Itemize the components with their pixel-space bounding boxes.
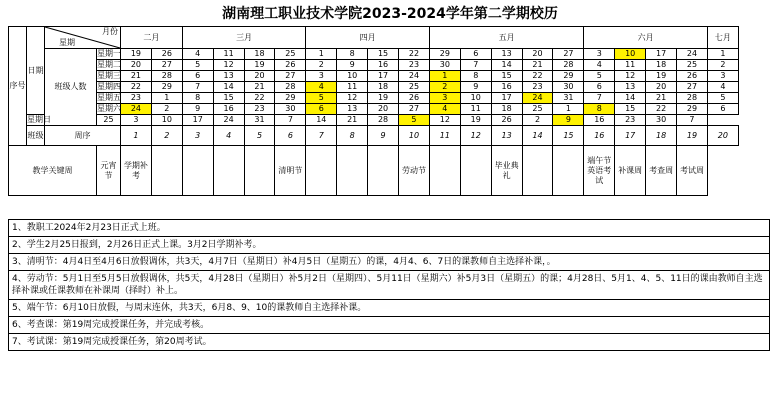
- date-cell: 19: [368, 93, 399, 104]
- date-cell: 3: [121, 115, 152, 126]
- date-cell: 23: [244, 104, 275, 115]
- week-number: 20: [707, 126, 738, 146]
- date-cell: 4: [584, 60, 615, 71]
- week-number: 15: [553, 126, 584, 146]
- date-cell: 9: [460, 82, 491, 93]
- date-cell: 23: [615, 115, 646, 126]
- week-number: 13: [491, 126, 522, 146]
- date-cell: 28: [151, 71, 182, 82]
- date-cell: 25: [399, 82, 430, 93]
- date-cell: 10: [460, 93, 491, 104]
- key-week-cell: 清明节: [275, 146, 306, 196]
- date-cell: 2: [707, 60, 738, 71]
- date-cell: 3: [584, 49, 615, 60]
- date-cell: 27: [553, 49, 584, 60]
- date-cell: 4: [429, 104, 460, 115]
- date-cell: 6: [306, 104, 337, 115]
- week-number: 1: [121, 126, 152, 146]
- month-header: 六月: [584, 27, 708, 49]
- class-count-label: 班级人数: [45, 49, 97, 126]
- key-week-cell: [244, 146, 275, 196]
- date-cell: 10: [151, 115, 182, 126]
- date-cell: 26: [275, 60, 306, 71]
- calendar-table: [8, 26, 770, 196]
- date-cell: 15: [213, 93, 244, 104]
- note-line: 1、教职工2024年2月23日正式上班。: [9, 220, 770, 237]
- note-line: 6、考查课：第19周完成授课任务，并完成考核。: [9, 317, 770, 334]
- note-line: 2、学生2月25日报到，2月26日正式上课。3月2日学期补考。: [9, 237, 770, 254]
- date-cell: 1: [553, 104, 584, 115]
- date-cell: 20: [121, 60, 152, 71]
- date-cell: 13: [213, 71, 244, 82]
- note-line: 5、端午节：6月10日放假，与周末连休，共3天，6月8、9、10的课教师自主选择补课。: [9, 300, 770, 317]
- date-cell: 27: [151, 60, 182, 71]
- date-cell: 20: [522, 49, 553, 60]
- date-cell: 15: [368, 49, 399, 60]
- date-cell: 4: [707, 82, 738, 93]
- date-cell: 12: [429, 115, 460, 126]
- date-cell: 1: [707, 49, 738, 60]
- date-cell: 10: [337, 71, 368, 82]
- date-cell: 29: [429, 49, 460, 60]
- date-cell: 7: [460, 60, 491, 71]
- date-cell: 2: [151, 104, 182, 115]
- date-cell: 6: [460, 49, 491, 60]
- key-week-cell: [151, 146, 182, 196]
- date-cell: 28: [368, 115, 399, 126]
- date-cell: 14: [306, 115, 337, 126]
- date-cell: 21: [244, 82, 275, 93]
- key-week-cell: 学期补考: [121, 146, 152, 196]
- key-week-cell: [522, 146, 553, 196]
- date-cell: 16: [213, 104, 244, 115]
- date-cell: 8: [584, 104, 615, 115]
- date-cell: 28: [275, 82, 306, 93]
- date-cell: 30: [553, 82, 584, 93]
- date-cell: 5: [306, 93, 337, 104]
- key-week-cell: [337, 146, 368, 196]
- date-cell: 26: [399, 93, 430, 104]
- date-cell: 2: [522, 115, 553, 126]
- date-cell: 11: [615, 60, 646, 71]
- week-number: 14: [522, 126, 553, 146]
- date-cell: 3: [707, 71, 738, 82]
- date-cell: 26: [677, 71, 708, 82]
- date-cell: 19: [121, 49, 152, 60]
- date-cell: 22: [121, 82, 152, 93]
- note-line: 4、劳动节：5月1日至5月5日放假调休，共5天，4月28日（星期日）补5月2日（星期四）、5月11日（星期六）补5月3日（星期五）的课；4月28日、5月1、4、5、11日的课由教师自主选择补课或任课教师在补课周（择时）补上。: [9, 271, 770, 300]
- week-number: 4: [213, 126, 244, 146]
- date-cell: 25: [677, 60, 708, 71]
- date-cell: 5: [399, 115, 430, 126]
- date-cell: 18: [368, 82, 399, 93]
- week-number: 19: [677, 126, 708, 146]
- date-cell: 9: [182, 104, 213, 115]
- date-cell: 6: [707, 104, 738, 115]
- date-cell: 18: [491, 104, 522, 115]
- key-week-cell: 考查周: [646, 146, 677, 196]
- date-cell: 11: [460, 104, 491, 115]
- date-label: 日期: [27, 27, 45, 115]
- date-cell: 16: [368, 60, 399, 71]
- date-cell: 21: [646, 93, 677, 104]
- date-cell: 17: [182, 115, 213, 126]
- date-cell: 27: [677, 82, 708, 93]
- date-cell: 1: [429, 71, 460, 82]
- date-cell: 28: [553, 60, 584, 71]
- date-cell: 12: [615, 71, 646, 82]
- weekday-label: 星期: [59, 38, 75, 47]
- key-week-cell: [368, 146, 399, 196]
- date-cell: 24: [677, 49, 708, 60]
- week-number: 5: [244, 126, 275, 146]
- date-cell: 5: [707, 93, 738, 104]
- date-cell: 13: [337, 104, 368, 115]
- weekday-label-3: 星期三: [97, 71, 121, 80]
- date-cell: 16: [491, 82, 522, 93]
- date-cell: 13: [615, 82, 646, 93]
- date-cell: 22: [522, 71, 553, 82]
- date-cell: 22: [646, 104, 677, 115]
- date-cell: 31: [244, 115, 275, 126]
- date-cell: 29: [553, 71, 584, 82]
- month-header: 七月: [707, 27, 738, 49]
- week-order-label: 周序: [45, 126, 121, 146]
- date-cell: 22: [244, 93, 275, 104]
- date-cell: 20: [646, 82, 677, 93]
- date-cell: 26: [151, 49, 182, 60]
- date-cell: 17: [368, 71, 399, 82]
- date-cell: 19: [460, 115, 491, 126]
- date-cell: 27: [275, 71, 306, 82]
- date-cell: 28: [677, 93, 708, 104]
- date-cell: 20: [244, 71, 275, 82]
- date-cell: 18: [244, 49, 275, 60]
- key-week-cell: 考试周: [677, 146, 708, 196]
- date-cell: 23: [121, 93, 152, 104]
- date-cell: 1: [306, 49, 337, 60]
- date-cell: 21: [337, 115, 368, 126]
- date-cell: 7: [182, 82, 213, 93]
- date-cell: 29: [677, 104, 708, 115]
- date-cell: 24: [121, 104, 152, 115]
- month-header: 五月: [429, 27, 583, 49]
- month-header: 四月: [306, 27, 430, 49]
- date-cell: 29: [275, 93, 306, 104]
- month-label: 月份: [102, 27, 118, 36]
- key-week-cell: [553, 146, 584, 196]
- date-cell: 14: [615, 93, 646, 104]
- week-number: 10: [399, 126, 430, 146]
- date-cell: 25: [522, 104, 553, 115]
- date-cell: 7: [584, 93, 615, 104]
- date-cell: 13: [491, 49, 522, 60]
- key-week-cell: [429, 146, 460, 196]
- key-week-cell: [306, 146, 337, 196]
- month-header: 三月: [182, 27, 306, 49]
- week-number: 9: [368, 126, 399, 146]
- date-cell: 14: [213, 82, 244, 93]
- date-cell: 31: [553, 93, 584, 104]
- week-number: 2: [151, 126, 182, 146]
- notes-table: [8, 219, 770, 351]
- date-cell: 18: [646, 60, 677, 71]
- class-label: 班级: [27, 126, 45, 146]
- date-cell: 9: [553, 115, 584, 126]
- date-cell: 19: [244, 60, 275, 71]
- key-week-cell: [460, 146, 491, 196]
- date-cell: 8: [182, 93, 213, 104]
- date-cell: 25: [97, 115, 121, 126]
- date-cell: 24: [522, 93, 553, 104]
- date-cell: 12: [213, 60, 244, 71]
- note-line: 7、考试课：第19周完成授课任务，第20周考试。: [9, 334, 770, 351]
- week-number: 3: [182, 126, 213, 146]
- month-header: 二月: [121, 27, 183, 49]
- date-cell: 20: [368, 104, 399, 115]
- week-number: 16: [584, 126, 615, 146]
- key-week-cell: 补课周: [615, 146, 646, 196]
- date-cell: 27: [399, 104, 430, 115]
- key-week-cell: [213, 146, 244, 196]
- date-cell: 2: [306, 60, 337, 71]
- date-cell: 11: [337, 82, 368, 93]
- weekday-label-2: 星期二: [97, 60, 121, 69]
- date-cell: 21: [121, 71, 152, 82]
- date-cell: 26: [491, 115, 522, 126]
- date-cell: 19: [646, 71, 677, 82]
- date-cell: 30: [429, 60, 460, 71]
- weekday-label-4: 星期四: [97, 82, 121, 91]
- date-cell: 23: [399, 60, 430, 71]
- date-cell: 4: [182, 49, 213, 60]
- teaching-week-label: 教学关键周: [9, 146, 97, 196]
- date-cell: 5: [182, 60, 213, 71]
- date-cell: 7: [677, 115, 708, 126]
- date-cell: 8: [460, 71, 491, 82]
- week-number: 11: [429, 126, 460, 146]
- weekday-label-5: 星期五: [97, 93, 121, 102]
- date-cell: 15: [491, 71, 522, 82]
- date-cell: 25: [275, 49, 306, 60]
- month-weekday-corner: [45, 27, 121, 49]
- week-number: 18: [646, 126, 677, 146]
- date-cell: 23: [522, 82, 553, 93]
- date-cell: 17: [646, 49, 677, 60]
- date-cell: 11: [213, 49, 244, 60]
- date-cell: 30: [646, 115, 677, 126]
- date-cell: 7: [275, 115, 306, 126]
- date-cell: 6: [182, 71, 213, 82]
- key-week-cell: [182, 146, 213, 196]
- week-number: 17: [615, 126, 646, 146]
- date-cell: 6: [584, 82, 615, 93]
- date-cell: 16: [584, 115, 615, 126]
- week-number: 8: [337, 126, 368, 146]
- date-cell: 2: [429, 82, 460, 93]
- date-cell: 21: [522, 60, 553, 71]
- date-cell: 24: [213, 115, 244, 126]
- seq-header: 序号: [9, 27, 27, 146]
- date-cell: 24: [399, 71, 430, 82]
- key-week-cell: 毕业典礼: [491, 146, 522, 196]
- date-cell: 29: [151, 82, 182, 93]
- key-week-cell: 元宵节: [97, 146, 121, 196]
- date-cell: 22: [399, 49, 430, 60]
- date-cell: 17: [491, 93, 522, 104]
- date-cell: 12: [337, 93, 368, 104]
- note-line: 3、清明节：4月4日至4月6日放假调休，共3天，4月7日（星期日）补4月5日（星期五）的课，4月4、6、7日的课教师自主选择补课，。: [9, 254, 770, 271]
- key-week-cell: 劳动节: [399, 146, 430, 196]
- week-number: 7: [306, 126, 337, 146]
- date-cell: 3: [429, 93, 460, 104]
- date-cell: 9: [337, 60, 368, 71]
- date-cell: 30: [275, 104, 306, 115]
- key-week-cell: 端午节英语考试: [584, 146, 615, 196]
- week-number: 12: [460, 126, 491, 146]
- date-cell: 15: [615, 104, 646, 115]
- weekday-label-1: 星期一: [97, 49, 121, 58]
- date-cell: 5: [584, 71, 615, 82]
- date-cell: 8: [337, 49, 368, 60]
- date-cell: 3: [306, 71, 337, 82]
- weekday-label-7: 星期日: [27, 115, 51, 124]
- page-title: 湖南理工职业技术学院2023-2024学年第二学期校历: [222, 6, 558, 22]
- date-cell: 10: [615, 49, 646, 60]
- weekday-label-6: 星期六: [97, 104, 121, 113]
- date-cell: 4: [306, 82, 337, 93]
- date-cell: 1: [151, 93, 182, 104]
- date-cell: 14: [491, 60, 522, 71]
- week-number: 6: [275, 126, 306, 146]
